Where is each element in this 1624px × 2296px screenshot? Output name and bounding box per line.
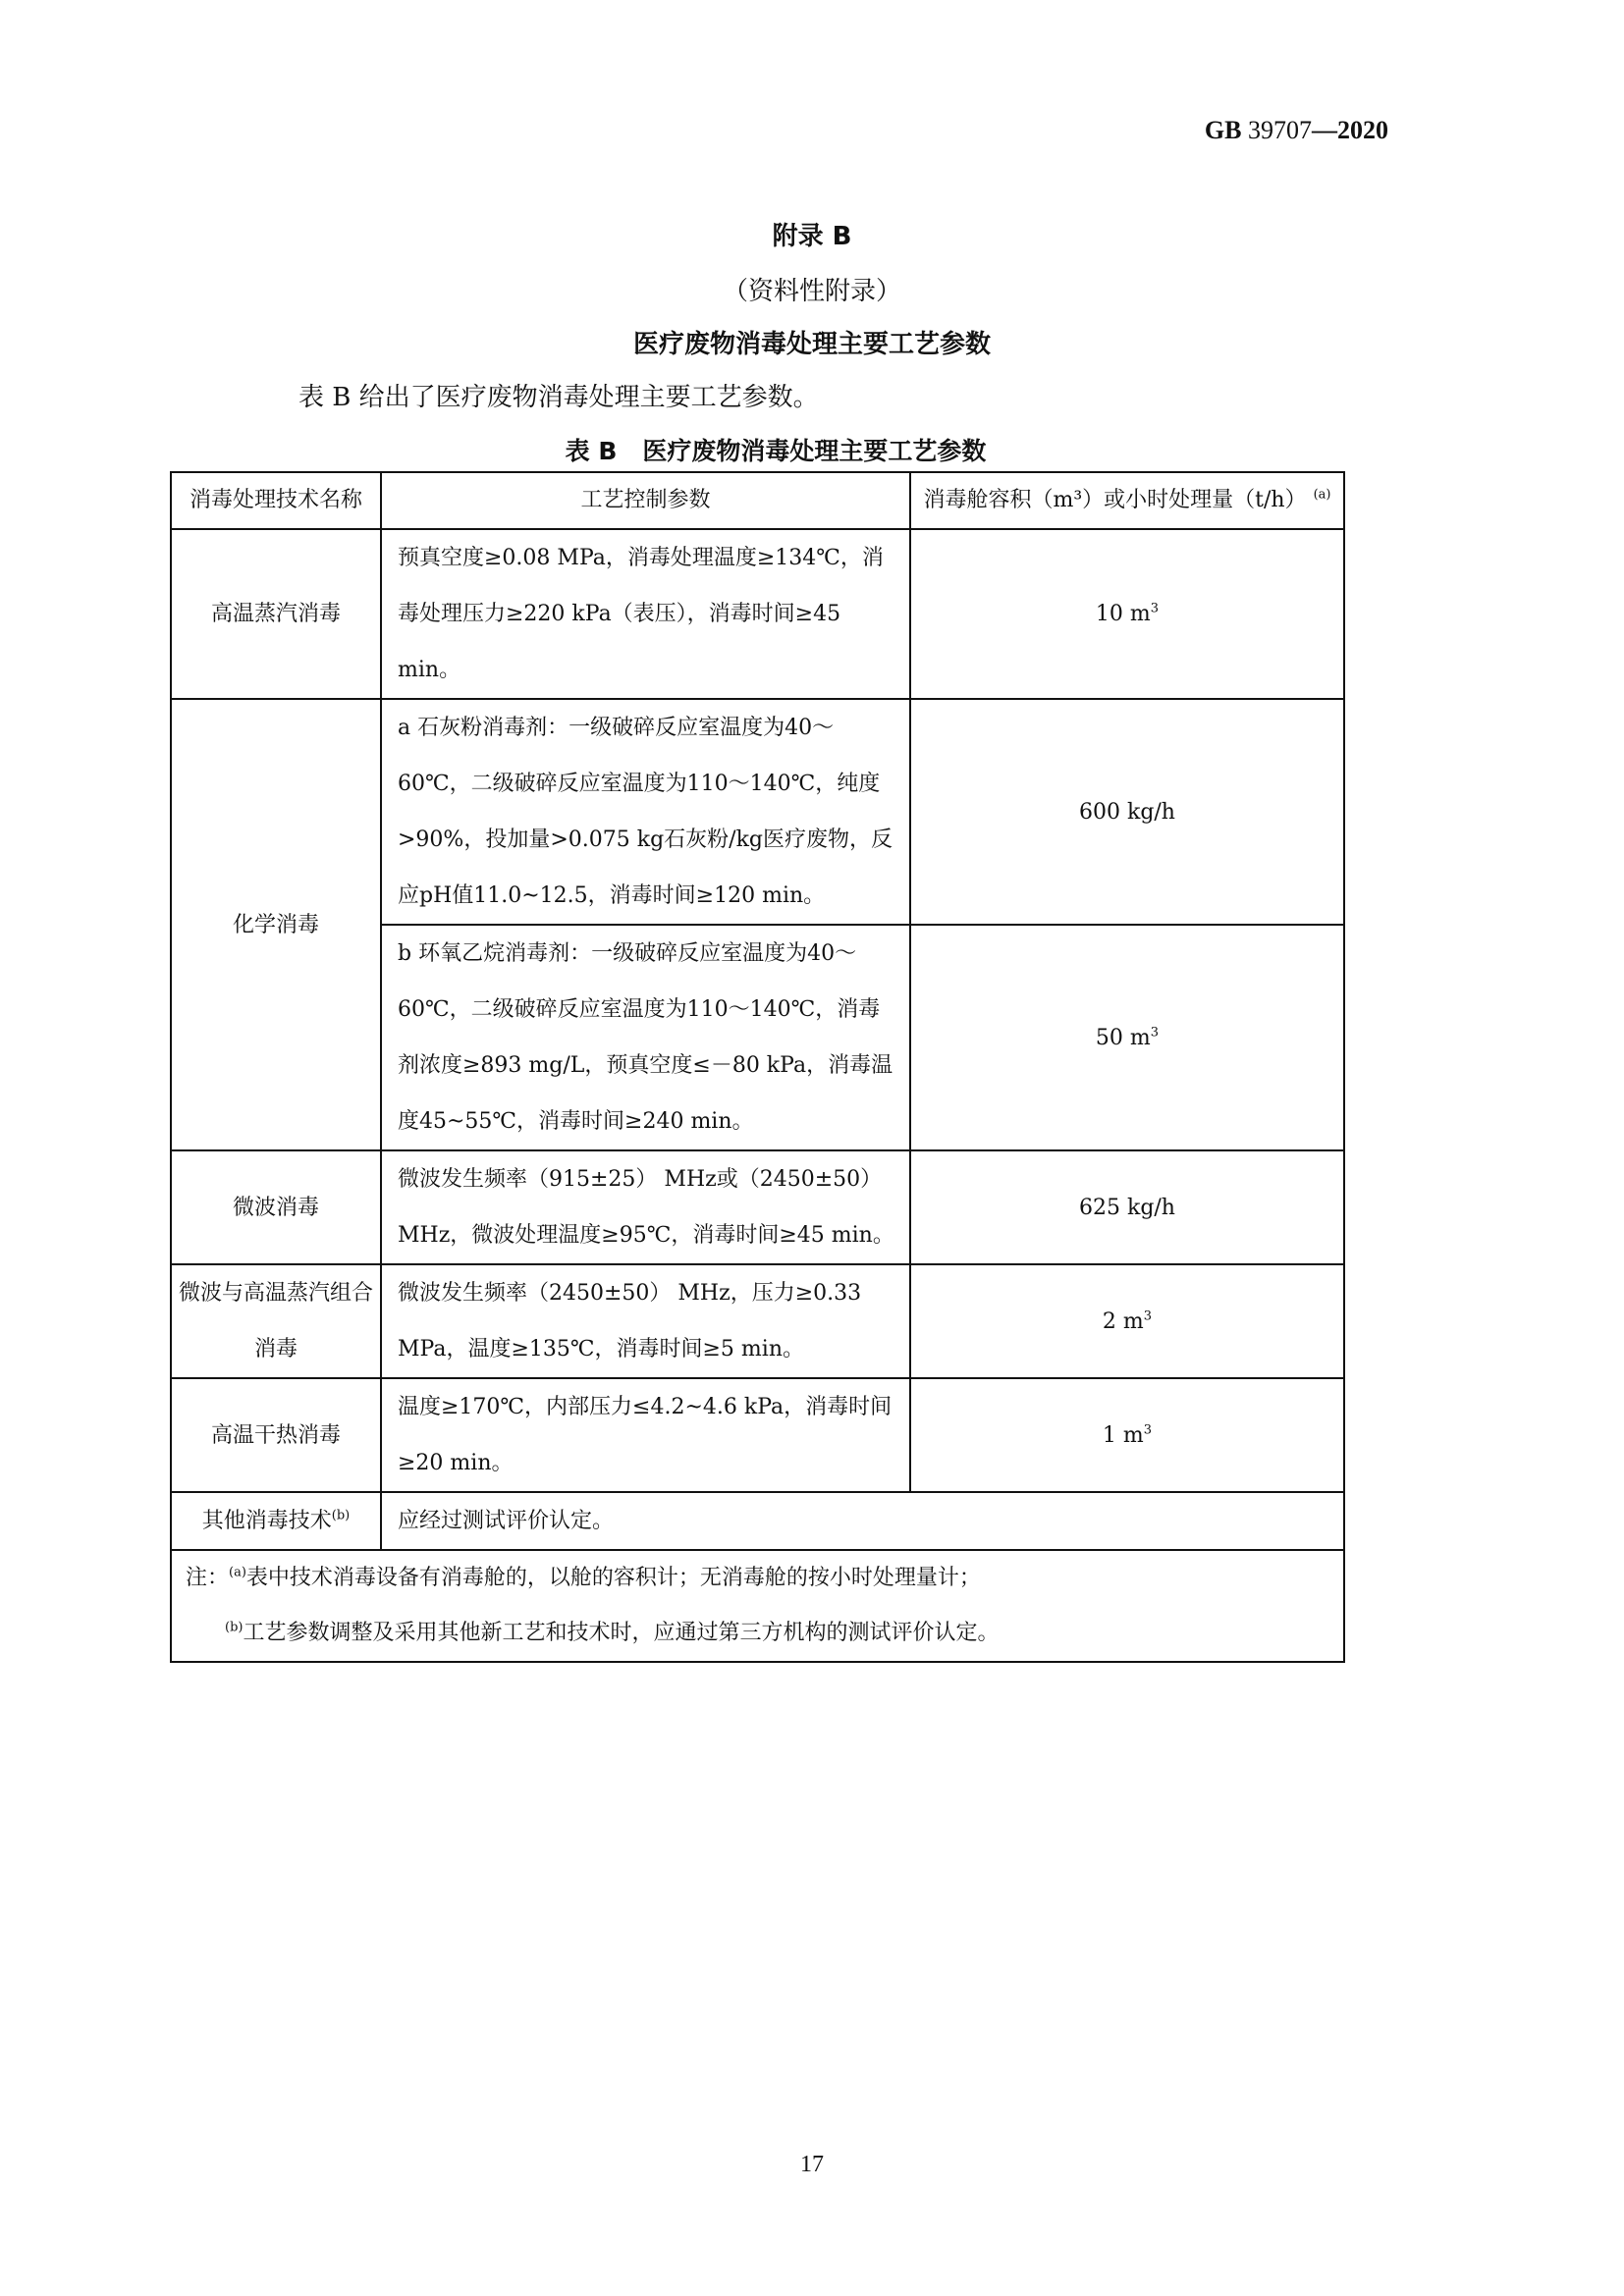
row-chemical-volume-b-sup: 3: [1150, 1025, 1160, 1041]
appendix-nature: （资料性附录）: [722, 277, 901, 306]
row-chemical-volume-b: [910, 925, 1344, 1150]
row-chemical-volume-b-value: 50 m: [1095, 1025, 1151, 1050]
row-steam-volume-sup: 3: [1150, 601, 1160, 616]
row-microwave-name: 微波消毒: [171, 1150, 381, 1264]
table-row: [171, 699, 1344, 925]
row-microwave-steam-params: 微波发生频率（2450±50） MHz，压力≥0.33 MPa，温度≥135℃，消毒时间≥5 min。: [381, 1264, 910, 1378]
row-chemical-params-b: b 环氧乙烷消毒剂：一级破碎反应室温度为40～60℃，二级破碎反应室温度为110～140℃，消毒剂浓度≥893 mg/L，预真空度≤－80 kPa，消毒温度45~55℃，消毒时间≥240 min。: [381, 925, 910, 1150]
intro-paragraph: 表 B 给出了医疗废物消毒处理主要工艺参数。: [298, 383, 819, 412]
row-other-footnote-mark: (b): [331, 1508, 351, 1523]
table-row: [171, 529, 1344, 699]
standard-num: 39707: [1241, 116, 1312, 144]
note-a-mark: (a): [229, 1565, 246, 1580]
standard-year: 2020: [1337, 116, 1388, 144]
table-row: [171, 1150, 1344, 1264]
table-row: [171, 1264, 1344, 1378]
header-volume-text: 消毒舱容积（m³）或小时处理量（t/h）: [923, 488, 1307, 512]
row-steam-volume: [910, 529, 1344, 699]
row-microwave-steam-name: 微波与高温蒸汽组合消毒: [171, 1264, 381, 1378]
table-header-row: [171, 472, 1344, 529]
page-number: 17: [800, 2152, 824, 2177]
header-volume-footnote-mark: (a): [1313, 487, 1331, 503]
row-other-name-text: 其他消毒技术: [201, 1509, 332, 1533]
standard-dash: —: [1312, 116, 1337, 144]
appendix-title: 医疗废物消毒处理主要工艺参数: [632, 330, 991, 359]
table-row: [171, 1492, 1344, 1550]
standard-number: [1205, 116, 1388, 145]
note-b: [186, 1606, 1343, 1661]
row-dry-heat-volume: [910, 1378, 1344, 1492]
row-other-name: [171, 1492, 381, 1550]
row-dry-heat-params: 温度≥170℃，内部压力≤4.2~4.6 kPa，消毒时间≥20 min。: [381, 1378, 910, 1492]
process-parameters-table: [170, 471, 1345, 1663]
table-notes-row: [171, 1550, 1344, 1662]
row-other-params: 应经过测试评价认定。: [381, 1492, 1344, 1550]
row-dry-heat-name: 高温干热消毒: [171, 1378, 381, 1492]
row-microwave-steam-volume: [910, 1264, 1344, 1378]
row-microwave-steam-volume-value: 2 m: [1102, 1308, 1144, 1334]
row-steam-volume-value: 10 m: [1095, 602, 1151, 626]
note-a: [186, 1551, 1343, 1606]
row-microwave-steam-volume-sup: 3: [1143, 1308, 1153, 1324]
header-process-params: 工艺控制参数: [381, 472, 910, 529]
row-microwave-volume: 625 kg/h: [910, 1150, 1344, 1264]
row-dry-heat-volume-value: 1 m: [1102, 1422, 1144, 1448]
note-a-text: 表中技术消毒设备有消毒舱的，以舱的容积计；无消毒舱的按小时处理量计；: [245, 1566, 981, 1590]
row-chemical-params-a: a 石灰粉消毒剂：一级破碎反应室温度为40～60℃，二级破碎反应室温度为110～140℃，纯度>90%，投加量>0.075 kg石灰粉/kg医疗废物，反应pH值11.0~12.5，消毒时间≥120 min。: [381, 699, 910, 925]
row-chemical-volume-a: 600 kg/h: [910, 699, 1344, 925]
row-steam-name: 高温蒸汽消毒: [171, 529, 381, 699]
table-row: [171, 1378, 1344, 1492]
appendix-label: 附录 B: [772, 222, 852, 251]
table-caption-label: 表 B: [565, 437, 618, 465]
table-caption: [0, 432, 1551, 467]
standard-code: GB: [1204, 116, 1242, 144]
row-dry-heat-volume-sup: 3: [1143, 1422, 1153, 1438]
header-volume: [910, 472, 1344, 529]
header-technology-name: 消毒处理技术名称: [171, 472, 381, 529]
row-microwave-params: 微波发生频率（915±25） MHz或（2450±50） MHz，微波处理温度≥95℃，消毒时间≥45 min。: [381, 1150, 910, 1264]
row-chemical-name: 化学消毒: [171, 699, 381, 1150]
table-notes: [171, 1550, 1344, 1662]
note-b-mark: (b): [225, 1620, 244, 1635]
table-caption-title: 医疗废物消毒处理主要工艺参数: [642, 437, 987, 465]
row-steam-params: 预真空度≥0.08 MPa，消毒处理温度≥134℃，消毒处理压力≥220 kPa（表压），消毒时间≥45 min。: [381, 529, 910, 699]
note-prefix: 注：: [186, 1566, 230, 1590]
note-b-text: 工艺参数调整及采用其他新工艺和技术时，应通过第三方机构的测试评价认定。: [243, 1621, 1000, 1645]
